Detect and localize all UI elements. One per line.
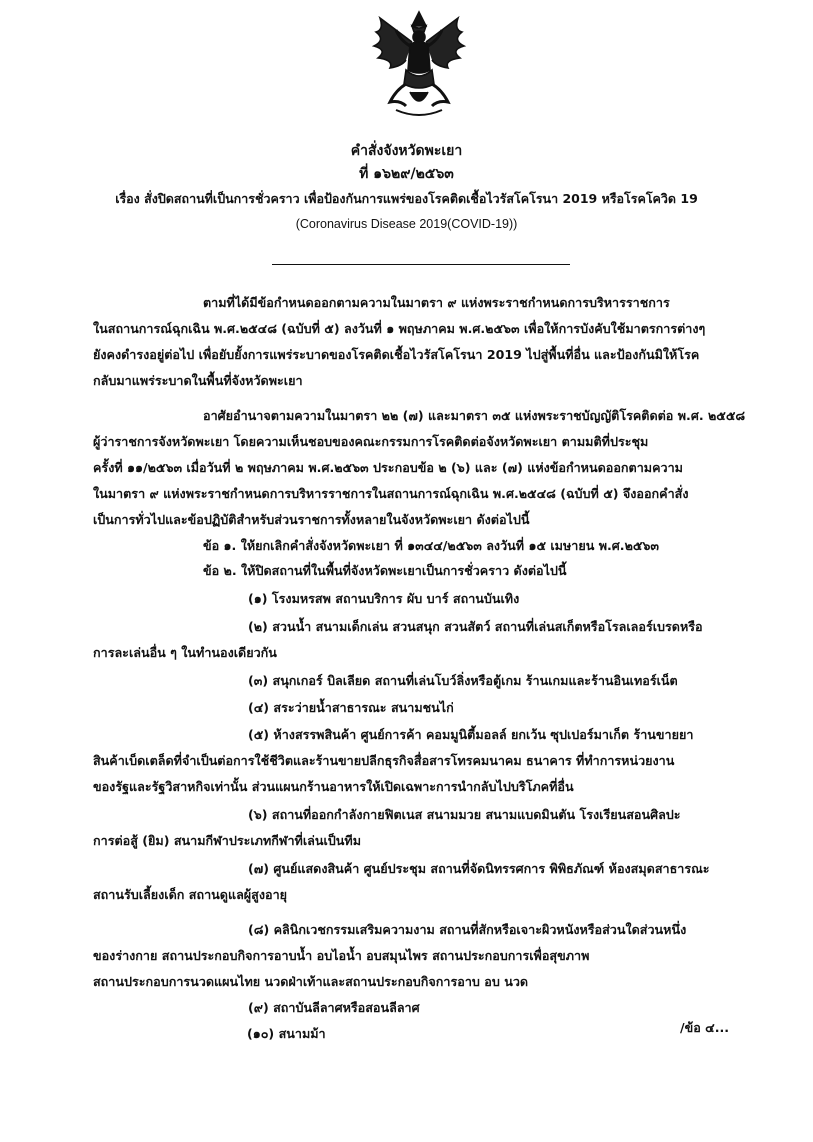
document-subject-english: (Coronavirus Disease 2019(COVID-19)) bbox=[295, 217, 518, 231]
clause-2-item-continuation: สถานรับเลี้ยงเด็ก สถานดูแลผู้สูงอายุ bbox=[93, 887, 288, 902]
clause-2-item-continuation: สถานประกอบการนวดแผนไทย นวดฝ่าเท้าและสถานประกอบกิจการอาบ อบ นวด bbox=[93, 974, 529, 989]
paragraph-2-line: ในมาตรา ๙ แห่งพระราชกำหนดการบริหารราชการในสถานการณ์ฉุกเฉิน พ.ศ.๒๕๔๘ (ฉบับที่ ๕) จึงออกคำสั่ง bbox=[93, 486, 689, 501]
clause-2-item-continuation: ของรัฐและรัฐวิสาหกิจเท่านั้น ส่วนแผนกร้านอาหารให้เปิดเฉพาะการนำกลับไปบริโภคที่อื่น bbox=[93, 779, 574, 794]
clause-2: ข้อ ๒. ให้ปิดสถานที่ในพื้นที่จังหวัดพะเยาเป็นการชั่วคราว ดังต่อไปนี้ bbox=[203, 563, 567, 578]
clause-2-item: (๘) คลินิกเวชกรรมเสริมความงาม สถานที่สักหรือเจาะผิวหนังหรือส่วนใดส่วนหนึ่ง bbox=[248, 922, 687, 937]
clause-2-item-continuation: การต่อสู้ (ยิม) สนามกีฬาประเภทกีฬาที่เล่นเป็นทีม bbox=[93, 833, 362, 848]
clause-2-item: (๓) สนุกเกอร์ บิลเลียด สถานที่เล่นโบว์ลิ่งหรือตู้เกม ร้านเกมและร้านอินเทอร์เน็ต bbox=[248, 673, 678, 688]
document-title: คำสั่งจังหวัดพะเยา bbox=[350, 143, 463, 159]
clause-2-item-continuation: การละเล่นอื่น ๆ ในทำนองเดียวกัน bbox=[93, 645, 277, 660]
clause-2-item-continuation: ของร่างกาย สถานประกอบกิจการอาบน้ำ อบไอน้ำ อบสมุนไพร สถานประกอบการเพื่อสุขภาพ bbox=[93, 948, 590, 963]
clause-2-item: (๙) สถาบันลีลาศหรือสอนลีลาศ bbox=[248, 1000, 420, 1015]
document-number: ที่ ๑๖๒๙/๒๕๖๓ bbox=[359, 166, 454, 182]
clause-2-item: (๕) ห้างสรรพสินค้า ศูนย์การค้า คอมมูนิตี้มอลล์ ยกเว้น ซุปเปอร์มาเก็ต ร้านขายยา bbox=[248, 727, 694, 742]
clause-2-item: (๒) สวนน้ำ สนามเด็กเล่น สวนสนุก สวนสัตว์ สถานที่เล่นสเก็ตหรือโรลเลอร์เบรดหรือ bbox=[248, 619, 703, 634]
paragraph-1-line: ตามที่ได้มีข้อกำหนดออกตามความในมาตรา ๙ แห่งพระราชกำหนดการบริหารราชการ bbox=[203, 295, 670, 310]
paragraph-2-line: เป็นการทั่วไปและข้อปฏิบัติสำหรับส่วนราชการทั้งหลายในจังหวัดพะเยา ดังต่อไปนี้ bbox=[93, 512, 530, 527]
document-subject: เรื่อง สั่งปิดสถานที่เป็นการชั่วคราว เพื่อป้องกันการแพร่ของโรคติดเชื้อไวรัสโคโรนา 2019 หรือโรคโควิด 19 bbox=[115, 191, 698, 206]
continuation-marker: /ข้อ ๔... bbox=[680, 1020, 730, 1035]
clause-1: ข้อ ๑. ให้ยกเลิกคำสั่งจังหวัดพะเยา ที่ ๑๓๔๔/๒๕๖๓ ลงวันที่ ๑๕ เมษายน พ.ศ.๒๕๖๓ bbox=[203, 538, 660, 553]
paragraph-2-line: อาศัยอำนาจตามความในมาตรา ๒๒ (๗) และมาตรา ๓๕ แห่งพระราชบัญญัติโรคติดต่อ พ.ศ. ๒๕๕๘ bbox=[203, 408, 746, 423]
clause-2-item: (๑) โรงมหรสพ สถานบริการ ผับ บาร์ สถานบันเทิง bbox=[248, 591, 520, 606]
clause-2-item-continuation: สินค้าเบ็ดเตล็ดที่จำเป็นต่อการใช้ชีวิตและร้านขายปลีกธุรกิจสื่อสารโทรคมนาคม ธนาคาร ที่ทำการหน่วยงาน bbox=[93, 753, 675, 768]
clause-2-item: (๖) สถานที่ออกกำลังกายฟิตเนส สนามมวย สนามแบดมินตัน โรงเรียนสอนศิลปะ bbox=[248, 807, 681, 822]
paragraph-1-line: ยังคงดำรงอยู่ต่อไป เพื่อยับยั้งการแพร่ระบาดของโรคติดเชื้อไวรัสโคโรนา 2019 ไปสู่พื้นที่อื่น และป้องกันมิให้โรค bbox=[93, 347, 700, 362]
garuda-emblem-icon bbox=[366, 10, 472, 120]
paragraph-1-line: กลับมาแพร่ระบาดในพื้นที่จังหวัดพะเยา bbox=[93, 373, 303, 388]
paragraph-2-line: ผู้ว่าราชการจังหวัดพะเยา โดยความเห็นชอบของคณะกรรมการโรคติดต่อจังหวัดพะเยา ตามมติที่ประชุม bbox=[93, 434, 649, 449]
clause-2-item: (๑๐) สนามม้า bbox=[247, 1026, 326, 1041]
clause-2-item: (๔) สระว่ายน้ำสาธารณะ สนามชนไก่ bbox=[248, 700, 454, 715]
clause-2-item: (๗) ศูนย์แสดงสินค้า ศูนย์ประชุม สถานที่จัดนิทรรศการ พิพิธภัณฑ์ ห้องสมุดสาธารณะ bbox=[248, 861, 710, 876]
title-divider bbox=[272, 264, 570, 265]
paragraph-2-line: ครั้งที่ ๑๑/๒๕๖๓ เมื่อวันที่ ๒ พฤษภาคม พ.ศ.๒๕๖๓ ประกอบข้อ ๒ (๖) และ (๗) แห่งข้อกำหนดออกตามความ bbox=[93, 460, 683, 475]
paragraph-1-line: ในสถานการณ์ฉุกเฉิน พ.ศ.๒๕๔๘ (ฉบับที่ ๕) ลงวันที่ ๑ พฤษภาคม พ.ศ.๒๕๖๓ เพื่อให้การบังคับใช้มาตรการต่างๆ bbox=[93, 321, 706, 336]
